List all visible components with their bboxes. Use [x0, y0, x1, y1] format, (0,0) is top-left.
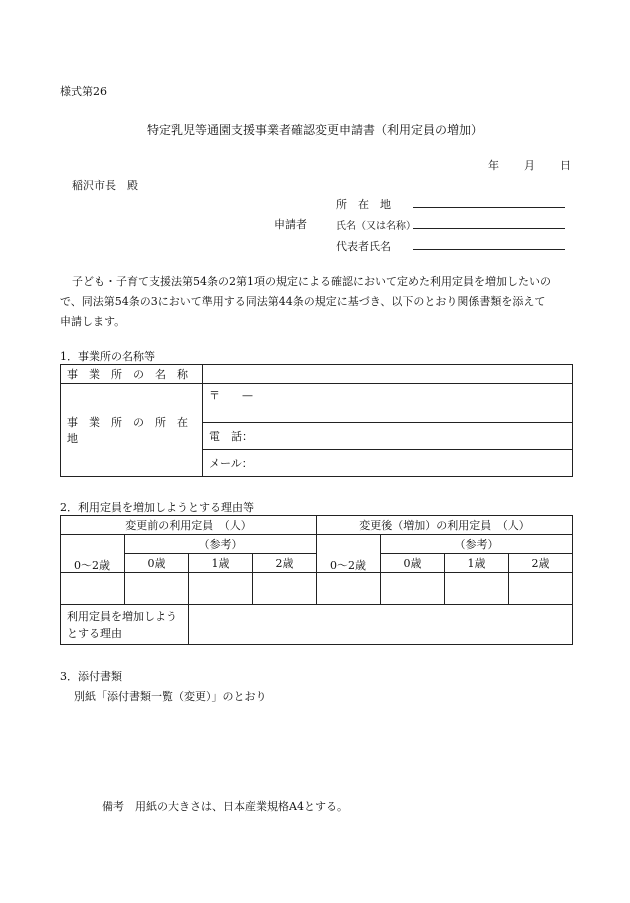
- facility-name-field[interactable]: [203, 365, 573, 384]
- after-reference-label: （参考）: [381, 535, 573, 554]
- before-age-1-value[interactable]: [189, 573, 253, 605]
- applicant-location-label: 所 在 地: [336, 198, 391, 211]
- body-text-line-3: 申請します。: [60, 315, 126, 328]
- facility-name-label: 事 業 所 の 名 称: [61, 365, 203, 384]
- before-reference-label: （参考）: [125, 535, 317, 554]
- increase-reason-label: 利用定員を増加しようとする理由: [61, 605, 189, 645]
- applicant-label: 申請者: [274, 218, 307, 231]
- after-age-1-header: 1歳: [445, 554, 509, 573]
- body-text-line-2: で、同法第54条の3において準用する同法第44条の規定に基づき、以下のとおり関係書類を添えて: [60, 295, 546, 308]
- applicant-rep-label: 代表者氏名: [336, 240, 391, 253]
- telephone-field[interactable]: 電 話：: [203, 423, 573, 450]
- attachment-text: 別紙「添付書類一覧（変更）」のとおり: [74, 690, 267, 703]
- applicant-name-label: 氏名（又は名称）: [336, 221, 416, 232]
- before-0-2-header: 0～2歳: [74, 559, 110, 572]
- section1-heading: 1．事業所の名称等: [60, 350, 155, 363]
- after-age-1-value[interactable]: [445, 573, 509, 605]
- before-capacity-label: 変更前の利用定員 （人）: [61, 516, 317, 535]
- after-age-2-value[interactable]: [509, 573, 573, 605]
- after-age-0-header: 0歳: [381, 554, 445, 573]
- after-capacity-label: 変更後（増加）の利用定員 （人）: [317, 516, 573, 535]
- postal-code-field[interactable]: 〒 —: [203, 384, 573, 423]
- after-0-2-header: 0～2歳: [330, 559, 366, 572]
- before-age-0-header: 0歳: [125, 554, 189, 573]
- capacity-table: [60, 515, 573, 645]
- body-text-line-1: 子ども・子育て支援法第54条の2第1項の規定による確認において定めた利用定員を増加したいの: [72, 275, 551, 288]
- after-age-0-value[interactable]: [381, 573, 445, 605]
- applicant-name-line: [413, 228, 565, 229]
- before-age-2-header: 2歳: [253, 554, 317, 573]
- increase-reason-field[interactable]: [189, 605, 573, 645]
- applicant-location-line: [413, 207, 565, 208]
- facility-info-table: [60, 364, 573, 477]
- after-0-2-value[interactable]: [317, 573, 381, 605]
- email-field[interactable]: メール：: [203, 450, 573, 477]
- addressee: 稲沢市長 殿: [72, 179, 138, 192]
- before-age-1-header: 1歳: [189, 554, 253, 573]
- section3-heading: 3．添付書類: [60, 670, 122, 683]
- date-year: 年: [488, 159, 499, 172]
- section2-heading: 2．利用定員を増加しようとする理由等: [60, 501, 254, 514]
- after-age-2-header: 2歳: [509, 554, 573, 573]
- date-day: 日: [560, 159, 571, 172]
- document-title: 特定乳児等通園支援事業者確認変更申請書（利用定員の増加）: [146, 123, 483, 137]
- remark: 備考 用紙の大きさは、日本産業規格A4とする。: [102, 800, 348, 813]
- date-month: 月: [524, 159, 535, 172]
- before-0-2-value[interactable]: [61, 573, 125, 605]
- before-age-2-value[interactable]: [253, 573, 317, 605]
- form-number: 様式第26: [60, 85, 107, 98]
- applicant-rep-line: [413, 249, 565, 250]
- before-age-0-value[interactable]: [125, 573, 189, 605]
- facility-location-label: 事 業 所 の 所 在 地: [61, 384, 203, 477]
